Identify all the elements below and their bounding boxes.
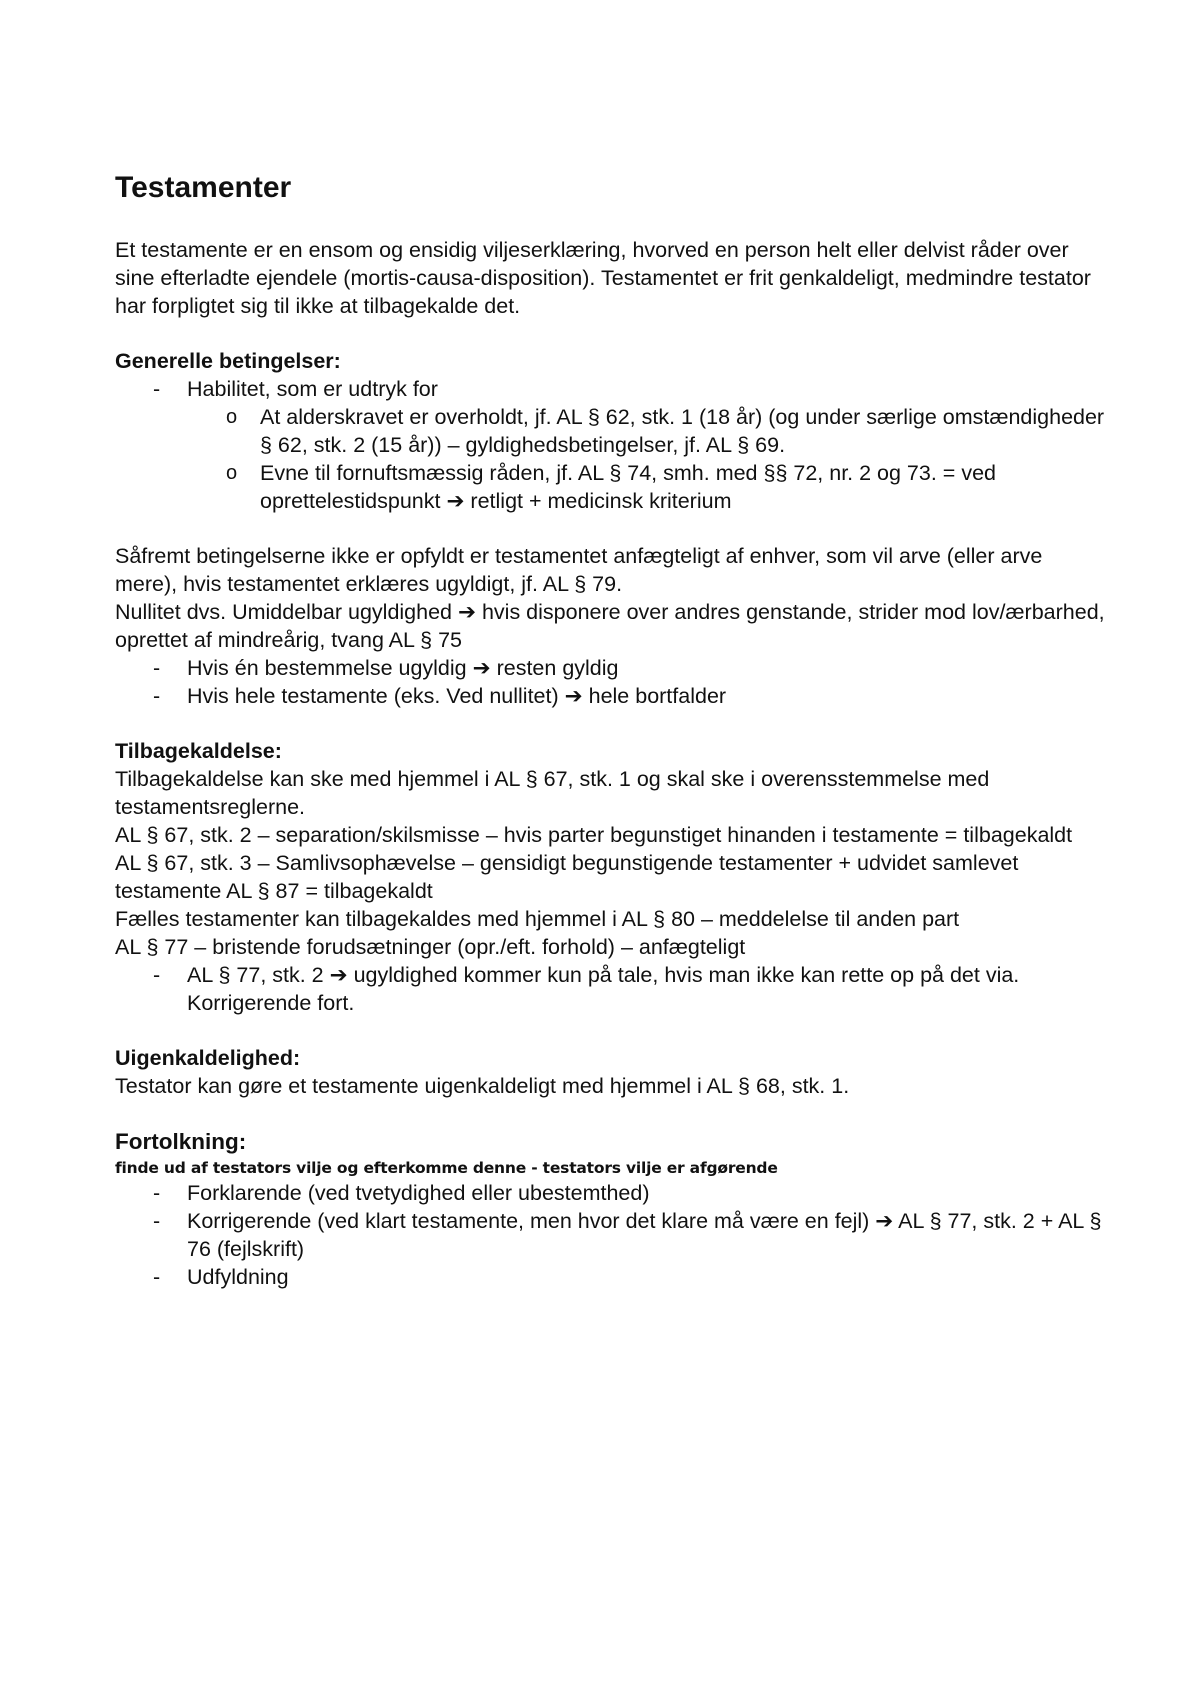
list-item-text: Korrigerende (ved klart testamente, men hvor det klare må være en fejl) ➔ AL § 77, stk. 2 + AL § 76 (fejlskrift) [187,1209,1102,1261]
revocation-line: AL § 67, stk. 3 – Samlivsophævelse – gensidigt begunstigende testamenter + udvidet samlevet testamente AL § 87 = tilbagekaldt [115,851,1019,903]
sub-list [187,403,1105,515]
section-heading-irrevocability: Uigenkaldelighed: [115,1046,301,1070]
interpretation-note: finde ud af testators vilje og efterkomme denne - testators vilje er afgørende [115,1159,778,1177]
document-page [115,170,1105,1291]
sub-list-item-text: Evne til fornuftsmæssig råden, jf. AL § 74, smh. med §§ 72, nr. 2 og 73. = ved oprettelestidspunkt ➔ retligt + medicinsk kriterium [260,461,996,513]
circle-bullet-icon: o [226,462,238,484]
spacer [115,320,1105,347]
intro-paragraph: Et testamente er en ensom og ensidig viljeserklæring, hvorved en person helt eller delvist råder over sine efterladte ejendele (mortis-causa-disposition). Testamentet er frit genkaldeligt, medmindre testator har forpligtet sig til ikke at tilbagekalde det. [115,238,1091,318]
section-heading-interpretation: Fortolkning: [115,1129,247,1154]
spacer [115,515,1105,542]
nullity-list [115,654,1105,710]
interpretation-list [115,1179,1105,1291]
list-item-text: Udfyldning [187,1265,289,1289]
dash-bullet-icon: - [153,684,161,708]
dash-bullet-icon: - [153,1181,161,1205]
sub-list-item-text: At alderskravet er overholdt, jf. AL § 62, stk. 1 (18 år) (og under særlige omstændigheder § 62, stk. 2 (15 år)) – gyldighedsbetingelser, jf. AL § 69. [260,405,1105,457]
general-list [115,375,1105,515]
validity-paragraph: Såfremt betingelserne ikke er opfyldt er testamentet anfægteligt af enhver, som vil arve (eller arve mere), hvis testamentet erklæres ugyldigt, jf. AL § 79. [115,544,1043,596]
list-item [115,682,1105,710]
spacer [115,1017,1105,1044]
list-item-text: Hvis én bestemmelse ugyldig ➔ resten gyldig [187,656,619,680]
dash-bullet-icon: - [153,963,161,987]
list-item [115,1263,1105,1291]
circle-bullet-icon: o [226,406,238,428]
list-item [115,375,1105,515]
revocation-line: AL § 67, stk. 2 – separation/skilsmisse – hvis parter begunstiget hinanden i testamente = tilbagekaldt [115,823,1073,847]
list-item [115,1207,1105,1263]
revocation-line: Fælles testamenter kan tilbagekaldes med hjemmel i AL § 80 – meddelelse til anden part [115,907,960,931]
section-heading-general: Generelle betingelser: [115,349,341,373]
list-item [115,961,1105,1017]
nullity-paragraph: Nullitet dvs. Umiddelbar ugyldighed ➔ hvis disponere over andres genstande, strider mod lov/ærbarhed, oprettet af mindreårig, tvang AL § 75 [115,600,1105,652]
dash-bullet-icon: - [153,656,161,680]
sub-list-item [115,459,1105,515]
revocation-line: AL § 77 – bristende forudsætninger (opr./eft. forhold) – anfægteligt [115,935,746,959]
dash-bullet-icon: - [153,1209,161,1233]
revocation-list [115,961,1105,1017]
spacer [115,710,1105,737]
sub-list-item [115,403,1105,459]
revocation-line: Tilbagekaldelse kan ske med hjemmel i AL § 67, stk. 1 og skal ske i overensstemmelse med testamentsreglerne. [115,767,990,819]
list-item-text: Forklarende (ved tvetydighed eller ubestemthed) [187,1181,650,1205]
list-item-text: AL § 77, stk. 2 ➔ ugyldighed kommer kun på tale, hvis man ikke kan rette op på det via. Korrigerende fort. [187,963,1020,1015]
dash-bullet-icon: - [153,377,161,401]
list-item-text: Habilitet, som er udtryk for [187,377,438,401]
page-title: Testamenter [115,171,292,204]
irrevocability-text: Testator kan gøre et testamente uigenkaldeligt med hjemmel i AL § 68, stk. 1. [115,1074,850,1098]
spacer [115,1100,1105,1127]
list-item [115,1179,1105,1207]
list-item [115,654,1105,682]
section-heading-revocation: Tilbagekaldelse: [115,739,282,763]
list-item-text: Hvis hele testamente (eks. Ved nullitet) ➔ hele bortfalder [187,684,727,708]
dash-bullet-icon: - [153,1265,161,1289]
